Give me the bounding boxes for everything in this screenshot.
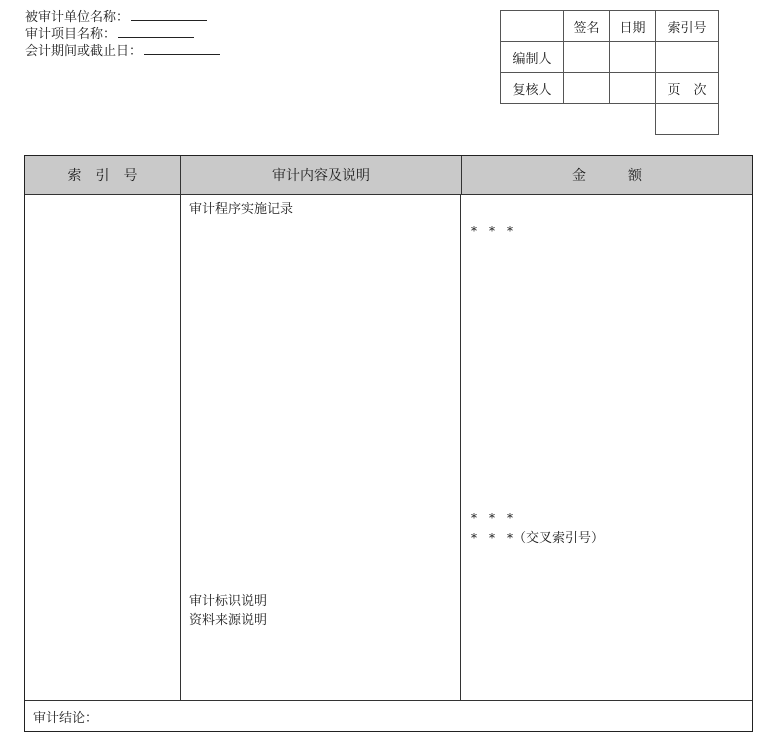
- reviewer-label: 复核人: [501, 73, 564, 104]
- source-description-text: 资料来源说明: [189, 613, 268, 628]
- reviewer-sign-cell[interactable]: [564, 73, 610, 104]
- reviewer-row: [501, 73, 719, 104]
- amount-stars-middle: * * *: [471, 511, 514, 525]
- preparer-index-cell[interactable]: [656, 42, 719, 73]
- page-label: 页 次: [656, 73, 719, 104]
- auditee-label: 被审计单位名称：: [25, 10, 130, 25]
- content-header: 审计内容及说明: [181, 156, 462, 194]
- column-divider: [460, 195, 461, 700]
- audit-working-paper-table: [24, 155, 753, 732]
- preparer-label: 编制人: [501, 42, 564, 73]
- index-header: 索 引 号: [25, 156, 181, 194]
- procedure-record-text: 审计程序实施记录: [189, 202, 294, 217]
- period-row: [25, 43, 220, 60]
- period-blank[interactable]: [144, 44, 220, 55]
- period-label: 会计期间或截止日：: [25, 44, 143, 59]
- auditee-row: [25, 9, 220, 26]
- audit-conclusion-row[interactable]: [25, 700, 752, 731]
- amount-stars-bottom: * * *: [471, 531, 514, 545]
- date-col-header: 日期: [610, 11, 656, 42]
- auditee-blank[interactable]: [131, 10, 207, 21]
- column-divider: [180, 195, 181, 700]
- project-row: [25, 26, 220, 43]
- table-header-row: [25, 156, 752, 195]
- sign-corner-cell: [501, 11, 564, 42]
- mark-description-text: 审计标识说明: [189, 594, 268, 609]
- page-number-cell[interactable]: [656, 104, 719, 135]
- page-number-row: [501, 104, 719, 135]
- preparer-date-cell[interactable]: [610, 42, 656, 73]
- preparer-row: [501, 42, 719, 73]
- sign-col-header: 签名: [564, 11, 610, 42]
- sign-header-row: [501, 11, 719, 42]
- project-label: 审计项目名称：: [25, 27, 117, 42]
- audit-header-info: [25, 9, 220, 60]
- cross-index-text: （交叉索引号）: [513, 531, 605, 546]
- index-col-header: 索引号: [656, 11, 719, 42]
- preparer-sign-cell[interactable]: [564, 42, 610, 73]
- conclusion-label: 审计结论：: [33, 710, 99, 726]
- signature-table: [500, 10, 719, 135]
- project-blank[interactable]: [118, 27, 194, 38]
- amount-cross-reference: [471, 529, 604, 548]
- amount-stars-top: * * *: [471, 224, 514, 238]
- reviewer-date-cell[interactable]: [610, 73, 656, 104]
- amount-header: 金 额: [572, 168, 642, 184]
